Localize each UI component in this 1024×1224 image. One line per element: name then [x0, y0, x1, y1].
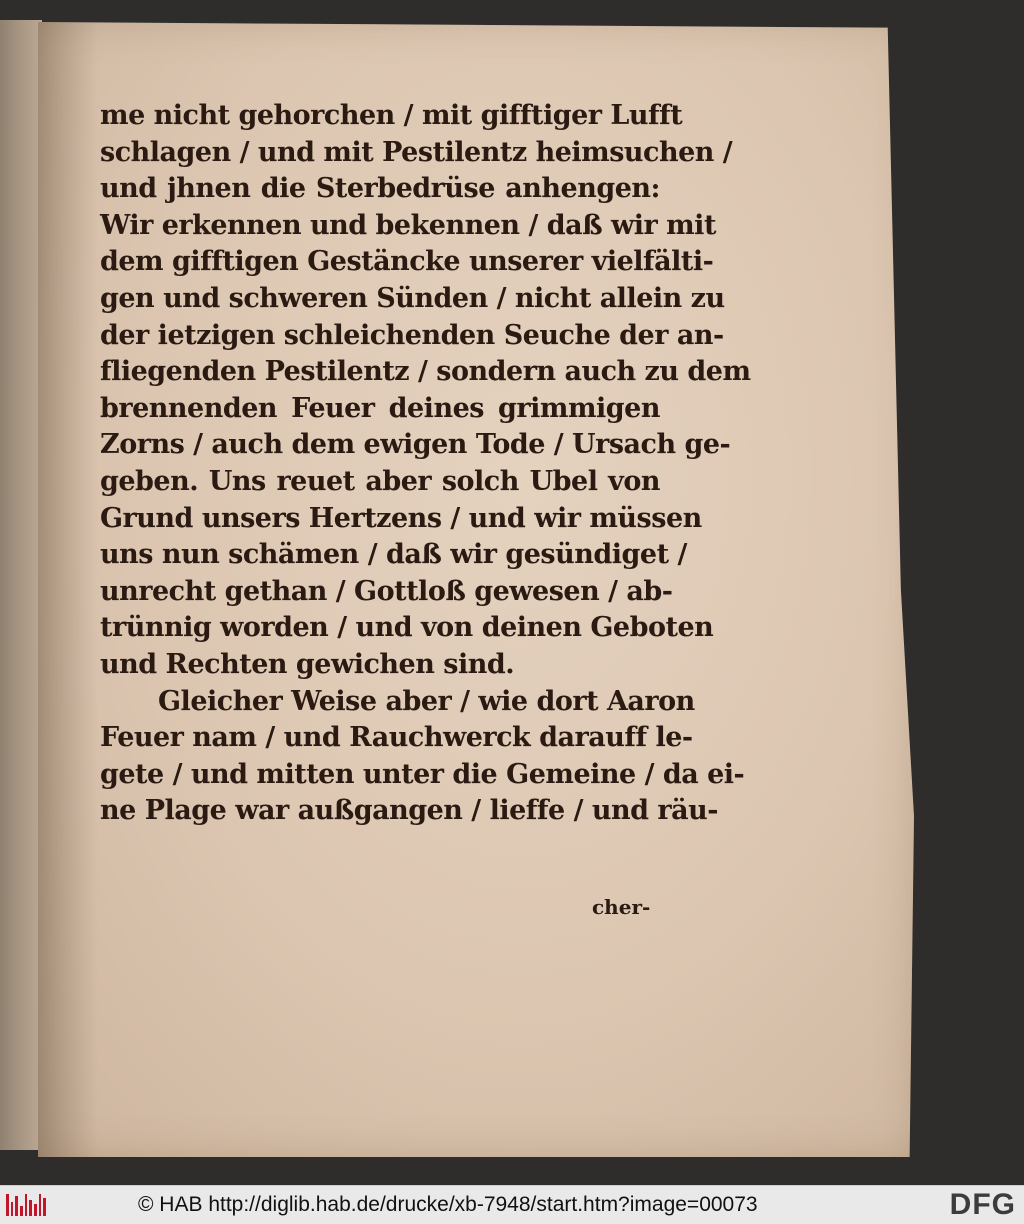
text-line: me nicht gehorchen / mit gifftiger Lufft: [100, 100, 683, 131]
text-line: fliegenden Pestilentz / sondern auch zu dem: [100, 356, 751, 388]
text-line: Grund unsers Hertzens / und wir müssen: [100, 502, 702, 534]
text-line: Zorns / auch dem ewigen Tode / Ursach ge-: [100, 429, 731, 461]
text-line: und Rechten gewichen sind.: [100, 648, 515, 680]
catchword: cher-: [592, 895, 651, 919]
text-line: Gleicher Weise aber / wie dort Aaron: [158, 685, 695, 717]
text-line: schlagen / und mit Pestilentz heimsuchen /: [100, 136, 733, 168]
text-line: ne Plage war außgangen / lieffe / und räu-: [100, 795, 718, 827]
text-line: gete / und mitten unter die Gemeine / da ei-: [100, 758, 745, 790]
text-line: gen und schweren Sünden / nicht allein zu: [100, 282, 725, 314]
text-line: und jhnen die Sterbedrüse anhengen:: [100, 173, 660, 205]
text-line: der ietzigen schleichenden Seuche der an-: [100, 319, 724, 351]
hab-logo-icon[interactable]: [6, 1194, 46, 1216]
dfg-logo[interactable]: DFG: [949, 1188, 1016, 1221]
viewer-footer: [0, 1185, 1024, 1224]
text-line: brennenden Feuer deines grimmigen: [100, 392, 660, 424]
text-line: uns nun schämen / daß wir gesündiget /: [100, 539, 687, 571]
text-line: trünnig worden / und von deinen Geboten: [100, 612, 714, 644]
gutter-shadow: [38, 22, 98, 1157]
text-line: Wir erkennen und bekennen / daß wir mit: [100, 209, 716, 241]
left-page-edge: [0, 20, 42, 1150]
text-line: geben. Uns reuet aber solch Ubel von: [100, 465, 660, 497]
page-text: [100, 98, 751, 830]
copyright-link[interactable]: © HAB http://diglib.hab.de/drucke/xb-7948/start.htm?image=00073: [138, 1193, 758, 1216]
text-line: dem gifftigen Gestäncke unserer vielfälti-: [100, 246, 714, 278]
text-line: Feuer nam / und Rauchwerck darauff le-: [100, 722, 693, 754]
text-line: unrecht gethan / Gottloß gewesen / ab-: [100, 575, 673, 607]
